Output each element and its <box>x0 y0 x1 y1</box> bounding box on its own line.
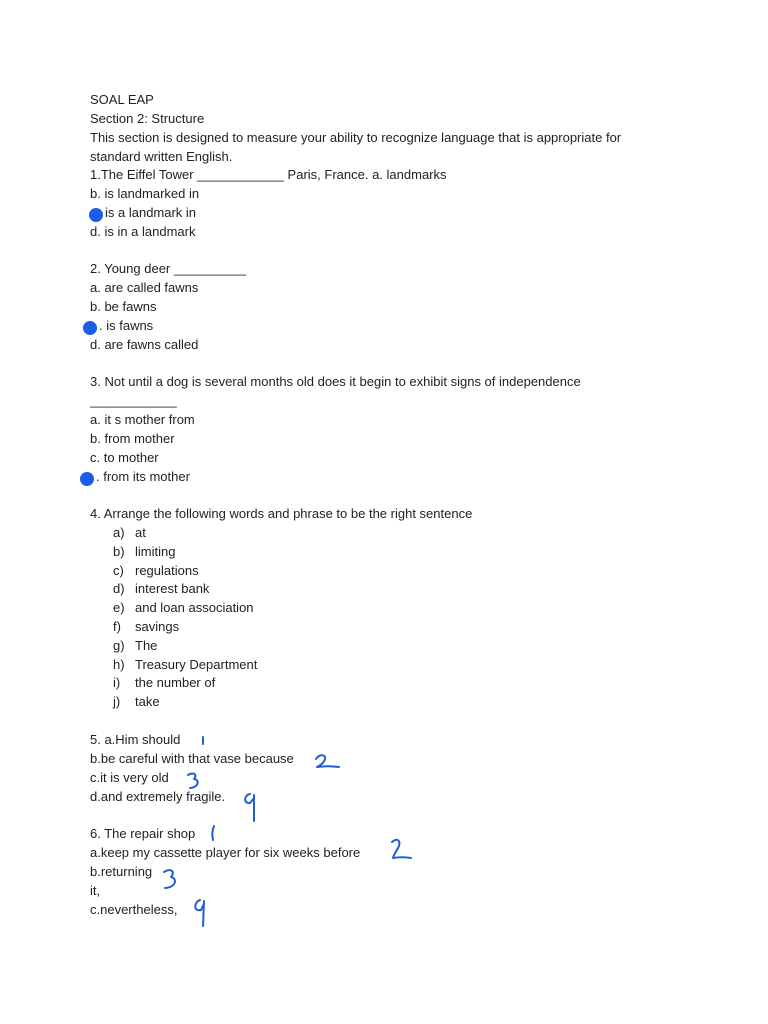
q4-item-text: at <box>135 525 146 540</box>
section-heading: Section 2: Structure <box>90 111 205 126</box>
q3-option-d: . from its mother <box>96 469 190 484</box>
q1-option-d: d. is in a landmark <box>90 224 196 239</box>
q5-option-b: b.be careful with that vase because <box>90 751 294 766</box>
q3-blank: ____________ <box>90 393 177 408</box>
q4-item-letter: a) <box>113 525 125 540</box>
q2-option-d: d. are fawns called <box>90 337 199 352</box>
q4-stem: 4. Arrange the following words and phrase to be the right sentence <box>90 506 473 521</box>
handwritten-number-1 <box>196 734 210 750</box>
q4-item-text: take <box>135 694 160 709</box>
handwritten-number-1 <box>207 822 219 846</box>
q3-option-b: b. from mother <box>90 431 175 446</box>
intro-line-1: This section is designed to measure your ability to recognize language that is appropriate for <box>90 130 622 145</box>
q4-item-text: and loan association <box>135 600 254 615</box>
q2-option-a: a. are called fawns <box>90 280 199 295</box>
handwritten-number-4 <box>190 896 212 930</box>
q3-option-c: c. to mother <box>90 450 159 465</box>
q4-item-letter: i) <box>113 675 121 690</box>
q4-item-letter: e) <box>113 600 125 615</box>
q4-item-letter: j) <box>113 694 121 709</box>
q6-option-a: a.keep my cassette player for six weeks before <box>90 845 361 860</box>
q4-item-text: limiting <box>135 544 176 559</box>
q4-item-letter: g) <box>113 638 125 653</box>
handwritten-number-3 <box>160 866 182 892</box>
q4-item-letter: b) <box>113 544 125 559</box>
q3-stem: 3. Not until a dog is several months old does it begin to exhibit signs of independence <box>90 374 581 389</box>
q6-stem: 6. The repair shop <box>90 826 196 841</box>
q6-option-b: b.returning <box>90 864 153 879</box>
q4-item-letter: c) <box>113 563 124 578</box>
q1-stem: 1.The Eiffel Tower ____________ Paris, France. a. landmarks <box>90 167 447 182</box>
q4-item-text: regulations <box>135 563 199 578</box>
q4-item-letter: f) <box>113 619 121 634</box>
q5-option-c: c.it is very old <box>90 770 169 785</box>
q4-item-text: Treasury Department <box>135 657 258 672</box>
answer-mark-dot <box>80 472 94 486</box>
intro-line-2: standard written English. <box>90 149 233 164</box>
q6-option-b-cont: it, <box>90 883 101 898</box>
q4-item-letter: h) <box>113 657 125 672</box>
handwritten-number-2 <box>388 836 414 864</box>
q2-stem: 2. Young deer __________ <box>90 261 247 276</box>
q2-option-c: . is fawns <box>99 318 154 333</box>
q4-item-text: savings <box>135 619 180 634</box>
handwritten-number-3 <box>184 770 204 792</box>
q5-option-a: 5. a.Him should <box>90 732 181 747</box>
q5-option-d: d.and extremely fragile. <box>90 789 226 804</box>
q1-option-c: is a landmark in <box>105 205 197 220</box>
q4-item-letter: d) <box>113 581 125 596</box>
answer-mark-dot <box>89 208 103 222</box>
answer-mark-dot <box>83 321 97 335</box>
q4-item-text: the number of <box>135 675 216 690</box>
q1-option-b: b. is landmarked in <box>90 186 200 201</box>
doc-title: SOAL EAP <box>90 92 154 107</box>
handwritten-number-2 <box>312 752 342 772</box>
q2-option-b: b. be fawns <box>90 299 157 314</box>
handwritten-number-4 <box>240 790 262 824</box>
q6-option-c: c.nevertheless, <box>90 902 178 917</box>
q3-option-a: a. it s mother from <box>90 412 195 427</box>
q4-item-text: interest bank <box>135 581 210 596</box>
q4-item-text: The <box>135 638 158 653</box>
